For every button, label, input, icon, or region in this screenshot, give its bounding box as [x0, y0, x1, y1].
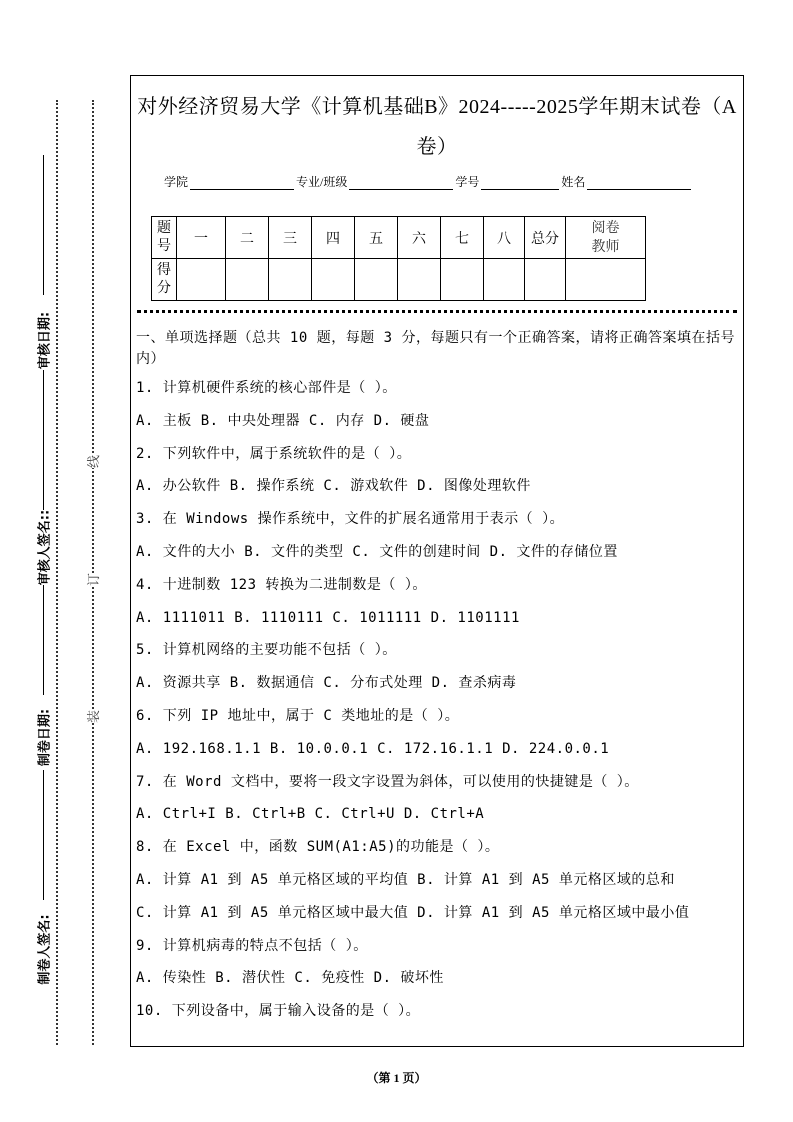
question-line: 2. 下列软件中，属于系统软件的是（ ）。	[136, 445, 412, 462]
col-header: 八	[484, 217, 525, 259]
major-class-field[interactable]	[349, 177, 453, 190]
question-line: 8. 在 Excel 中，函数 SUM(A1:A5)的功能是（ ）。	[136, 839, 500, 856]
col-header: 六	[398, 217, 441, 259]
reviewer-header: 阅卷 教师	[566, 217, 646, 259]
question-line: 9. 计算机病毒的特点不包括（ ）。	[136, 937, 368, 954]
score-cell[interactable]	[484, 259, 525, 301]
paper-date-label: 制卷日期:	[37, 708, 53, 767]
binding-char-line: 线	[83, 455, 102, 468]
exam-title-cont: 卷）	[416, 136, 458, 158]
signature-line	[43, 155, 44, 295]
options-line: A. 办公软件 B. 操作系统 C. 游戏软件 D. 图像处理软件	[136, 478, 531, 495]
score-cell[interactable]	[355, 259, 398, 301]
signature-line	[43, 770, 44, 900]
col-header: 四	[312, 217, 355, 259]
score-table	[151, 216, 646, 301]
options-line: A. 传染性 B. 潜伏性 C. 免疫性 D. 破坏性	[136, 970, 444, 987]
student-id-label: 学号	[455, 175, 480, 189]
review-date-label: 审核日期:	[37, 311, 53, 370]
options-line: A. 资源共享 B. 数据通信 C. 分布式处理 D. 查杀病毒	[136, 675, 517, 692]
options-line: A. 主板 B. 中央处理器 C. 内存 D. 硬盘	[136, 412, 430, 429]
question-line: 1. 计算机硬件系统的核心部件是（ ）。	[136, 380, 397, 396]
col-header: 三	[269, 217, 312, 259]
question-line: 4. 十进制数 123 转换为二进制数是（ ）。	[136, 576, 427, 593]
score-cell[interactable]	[177, 259, 226, 301]
col-header: 五	[355, 217, 398, 259]
col-header-total: 总分	[525, 217, 566, 259]
name-label: 姓名	[561, 175, 586, 189]
score-cell[interactable]	[398, 259, 441, 301]
student-id-field[interactable]	[481, 177, 559, 190]
options-line: C. 计算 A1 到 A5 单元格区域中最大值 D. 计算 A1 到 A5 单元格区域中最小值	[136, 904, 690, 921]
col-header: 一	[177, 217, 226, 259]
options-line: A. 192.168.1.1 B. 10.0.0.1 C. 172.16.1.1 D. 224.0.0.1	[136, 740, 610, 757]
binding-dotted-line-outer	[56, 100, 58, 1045]
options-line: A. Ctrl+I B. Ctrl+B C. Ctrl+U D. Ctrl+A	[136, 806, 485, 823]
options-line: A. 文件的大小 B. 文件的类型 C. 文件的创建时间 D. 文件的存储位置	[136, 543, 618, 560]
question-section	[136, 328, 737, 1028]
score-cell[interactable]	[525, 259, 566, 301]
score-cell[interactable]	[441, 259, 484, 301]
reviewer-signature-label: 审核人签名::	[37, 509, 53, 586]
page-number: （第 1 页）	[366, 1071, 427, 1085]
score-cell[interactable]	[269, 259, 312, 301]
score-row-header: 得 分	[152, 259, 177, 301]
question-line: 10. 下列设备中，属于输入设备的是（ ）。	[136, 1003, 421, 1020]
score-cell[interactable]	[226, 259, 269, 301]
exam-paper-frame	[130, 75, 744, 1047]
dotted-separator	[137, 310, 737, 313]
col-header: 二	[226, 217, 269, 259]
paper-maker-signature-label: 制卷人签名:	[37, 914, 53, 985]
question-line: 7. 在 Word 文档中，要将一段文字设置为斜体，可以使用的快捷键是（ ）。	[136, 773, 639, 790]
question-line: 3. 在 Windows 操作系统中，文件的扩展名通常用于表示（ ）。	[136, 511, 565, 528]
binding-char-bind: 装	[83, 710, 102, 723]
college-label: 学院	[164, 175, 189, 189]
question-line: 5. 计算机网络的主要功能不包括（ ）。	[136, 642, 397, 659]
college-field[interactable]	[190, 177, 294, 190]
major-class-label: 专业/班级	[296, 175, 348, 189]
score-cell[interactable]	[312, 259, 355, 301]
options-line: A. 计算 A1 到 A5 单元格区域的平均值 B. 计算 A1 到 A5 单元格区域的总和	[136, 871, 675, 888]
col-header: 七	[441, 217, 484, 259]
question-line: 6. 下列 IP 地址中，属于 C 类地址的是（ ）。	[136, 707, 460, 724]
student-info-fields	[164, 173, 693, 190]
binding-char-staple: 订	[83, 573, 102, 586]
question-number-header: 题 号	[152, 217, 177, 259]
exam-title: 对外经济贸易大学《计算机基础B》2024-----2025学年期末试卷（A	[137, 96, 737, 118]
section-heading: 一、单项选择题（总共 10 题，每题 3 分，每题只有一个正确答案，请将正确答案填在括号内）	[136, 330, 735, 367]
score-cell[interactable]	[566, 259, 646, 301]
options-line: A. 1111011 B. 1110111 C. 1011111 D. 1101111	[136, 609, 520, 626]
name-field[interactable]	[587, 177, 691, 190]
